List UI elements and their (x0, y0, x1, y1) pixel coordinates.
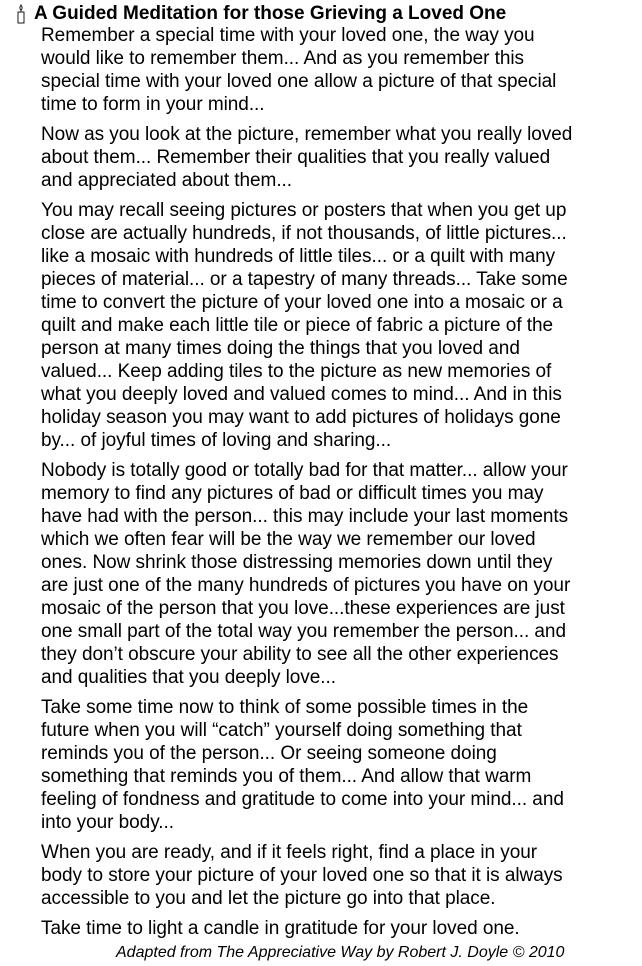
paragraph-line: by... of joyful times of loving and sharing... (41, 430, 392, 451)
paragraph-line: what you deeply loved and valued comes to mind... And in this (41, 384, 562, 405)
page-title: A Guided Meditation for those Grieving a Loved One (34, 3, 507, 24)
paragraph-line: Nobody is totally good or totally bad for that matter... allow your (41, 460, 568, 481)
paragraph-line: like a mosaic with hundreds of little tiles... or a quilt with many (41, 246, 556, 267)
paragraph-line: quilt and make each little tile or piece of fabric a picture of the (41, 315, 554, 336)
title-row (15, 3, 506, 25)
paragraph-line: feeling of fondness and gratitude to come into your mind... and (41, 789, 564, 810)
paragraph-line: valued... Keep adding tiles to the picture as new memories of (41, 361, 552, 382)
paragraph-line: When you are ready, and if it feels right, find a place in your (41, 842, 538, 863)
candle-icon (15, 4, 27, 24)
paragraph-line: have had with the person... this may include your last moments (41, 506, 569, 527)
paragraph-line: Now as you look at the picture, remember what you really loved (41, 124, 573, 145)
paragraph-line: Take time to light a candle in gratitude for your loved one. (41, 918, 520, 939)
paragraph (41, 841, 639, 910)
paragraph-line: You may recall seeing pictures or posters that when you get up (41, 200, 567, 221)
paragraph-line: one small part of the total way you remember the person... and (41, 621, 566, 642)
paragraph-line: something that reminds you of them... And allow that warm (41, 766, 532, 787)
paragraph-line: body to store your picture of your loved one so that it is always (41, 865, 563, 886)
paragraph-line: pieces of material... or a tapestry of many threads... Take some (41, 269, 568, 290)
paragraph (41, 459, 639, 689)
paragraph-line: mosaic of the person that you love...these experiences are just (41, 598, 565, 619)
paragraph-line: are just one of the many hundreds of pictures you have on your (41, 575, 571, 596)
paragraph (41, 696, 639, 834)
paragraph-line: close are actually hundreds, if not thousands, of little pictures... (41, 223, 567, 244)
attribution-credit: Adapted from The Appreciative Way by Robert J. Doyle © 2010 (116, 944, 565, 961)
paragraph-line: future when you will “catch” yourself doing something that (41, 720, 522, 741)
paragraph-line: about them... Remember their qualities that you really valued (41, 147, 551, 168)
meditation-body (41, 24, 639, 947)
paragraph (41, 123, 639, 192)
paragraph-line: accessible to you and let the picture go into that place. (41, 888, 496, 909)
paragraph-line: special time with your loved one allow a picture of that special (41, 71, 557, 92)
paragraph-line: ones. Now shrink those distressing memories down until they (41, 552, 553, 573)
paragraph-line: would like to remember them... And as you remember this (41, 48, 525, 69)
paragraph-line: they don’t obscure your ability to see all the other experiences (41, 644, 559, 665)
paragraph-line: time to form in your mind... (41, 94, 265, 115)
paragraph-line: reminds you of the person... Or seeing someone doing (41, 743, 497, 764)
paragraph-line: holiday season you may want to add pictures of holidays gone (41, 407, 561, 428)
paragraph (41, 24, 639, 116)
paragraph (41, 199, 639, 452)
paragraph-line: and qualities that you deeply love... (41, 667, 336, 688)
paragraph (41, 917, 639, 940)
paragraph-line: person at many times doing the things that you loved and (41, 338, 520, 359)
paragraph-line: time to convert the picture of your loved one into a mosaic or a (41, 292, 563, 313)
paragraph-line: memory to find any pictures of bad or difficult times you may (41, 483, 544, 504)
paragraph-line: into your body... (41, 812, 174, 833)
paragraph-line: Remember a special time with your loved one, the way you (41, 25, 535, 46)
paragraph-line: Take some time now to think of some possible times in the (41, 697, 529, 718)
paragraph-line: and appreciated about them... (41, 170, 293, 191)
paragraph-line: which we often fear will be the way we remember our loved (41, 529, 536, 550)
